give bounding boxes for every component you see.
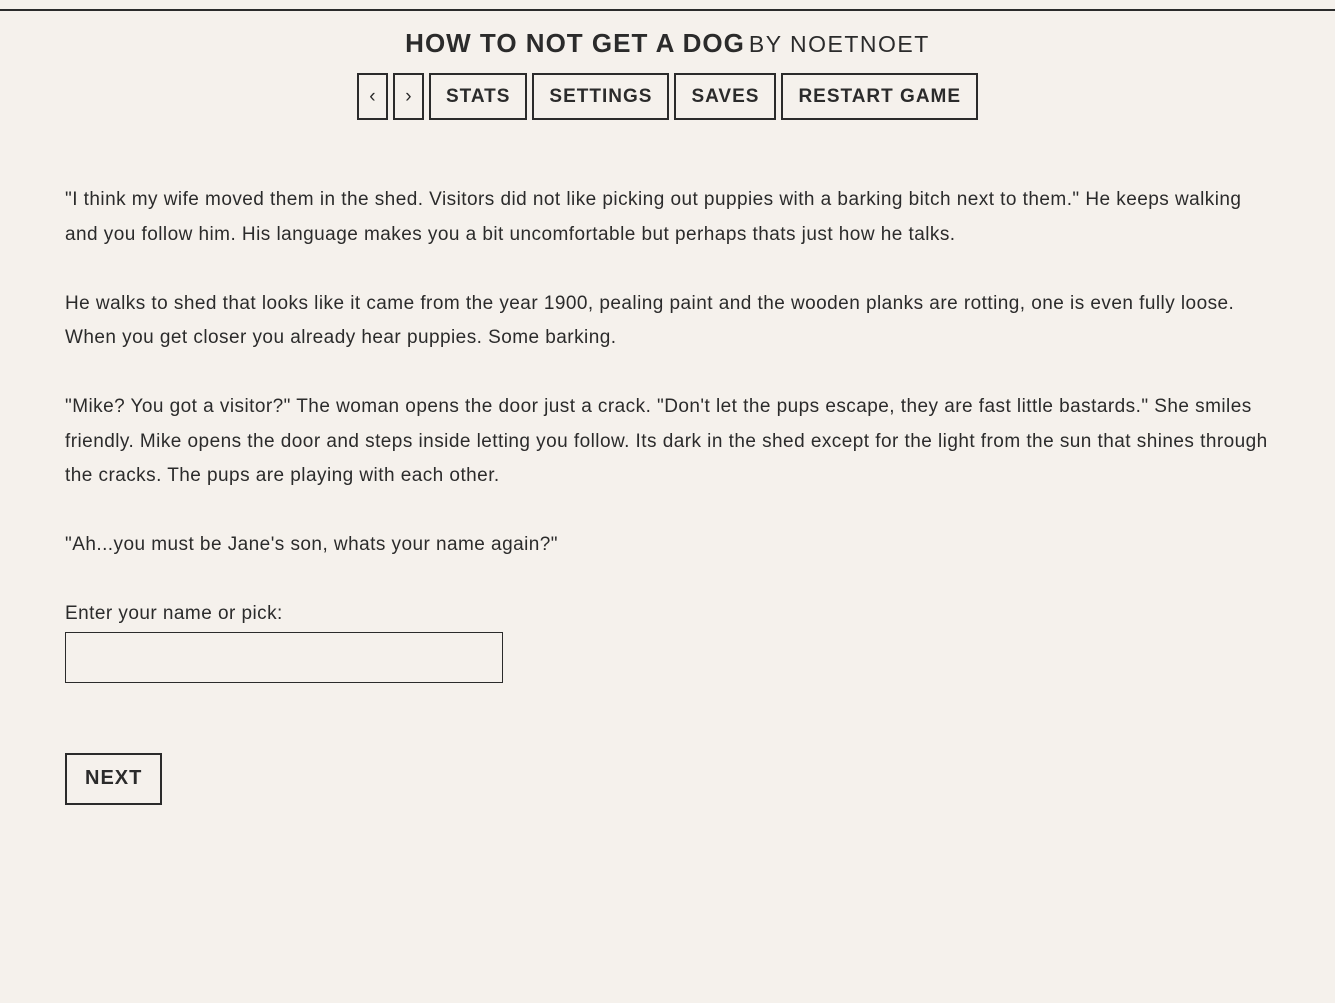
game-title-text: HOW TO NOT GET A DOG <box>405 28 745 58</box>
stats-button[interactable]: STATS <box>429 73 527 120</box>
saves-button[interactable]: SAVES <box>674 73 776 120</box>
settings-button[interactable]: SETTINGS <box>532 73 669 120</box>
story-passage <box>65 183 1270 805</box>
history-forward-button[interactable]: › <box>393 73 424 120</box>
top-divider <box>0 9 1335 11</box>
history-back-button[interactable]: ‹ <box>357 73 388 120</box>
page-title <box>0 26 1335 59</box>
story-paragraph-4: "Ah...you must be Jane's son, whats your name again?" <box>65 534 559 555</box>
nav-toolbar <box>0 73 1335 120</box>
name-input[interactable] <box>65 632 503 683</box>
next-button[interactable]: NEXT <box>65 753 162 805</box>
name-prompt-label: Enter your name or pick: <box>65 603 283 624</box>
story-paragraph-2: He walks to shed that looks like it came from the year 1900, pealing paint and the wooden planks are rotting, one is even fully loose. When you get closer you already hear puppies. Some barking. <box>65 292 1235 348</box>
game-header <box>0 26 1335 120</box>
story-paragraph-1: "I think my wife moved them in the shed. Visitors did not like picking out puppies with a barking bitch next to them." He keeps walking and you follow him. His language makes you a bit uncomfortable but perhaps thats just how he talks. <box>65 189 1242 245</box>
restart-game-button[interactable]: RESTART GAME <box>781 73 978 120</box>
next-row <box>65 753 1270 805</box>
story-paragraph-3: "Mike? You got a visitor?" The woman opens the door just a crack. "Don't let the pups escape, they are fast little bastards." She smiles friendly. Mike opens the door and steps inside letting you follow. Its dark in the shed except for the light from the sun that shines through the cracks. The pups are playing with each other. <box>65 396 1268 486</box>
game-author-text: BY NOETNOET <box>748 31 930 57</box>
